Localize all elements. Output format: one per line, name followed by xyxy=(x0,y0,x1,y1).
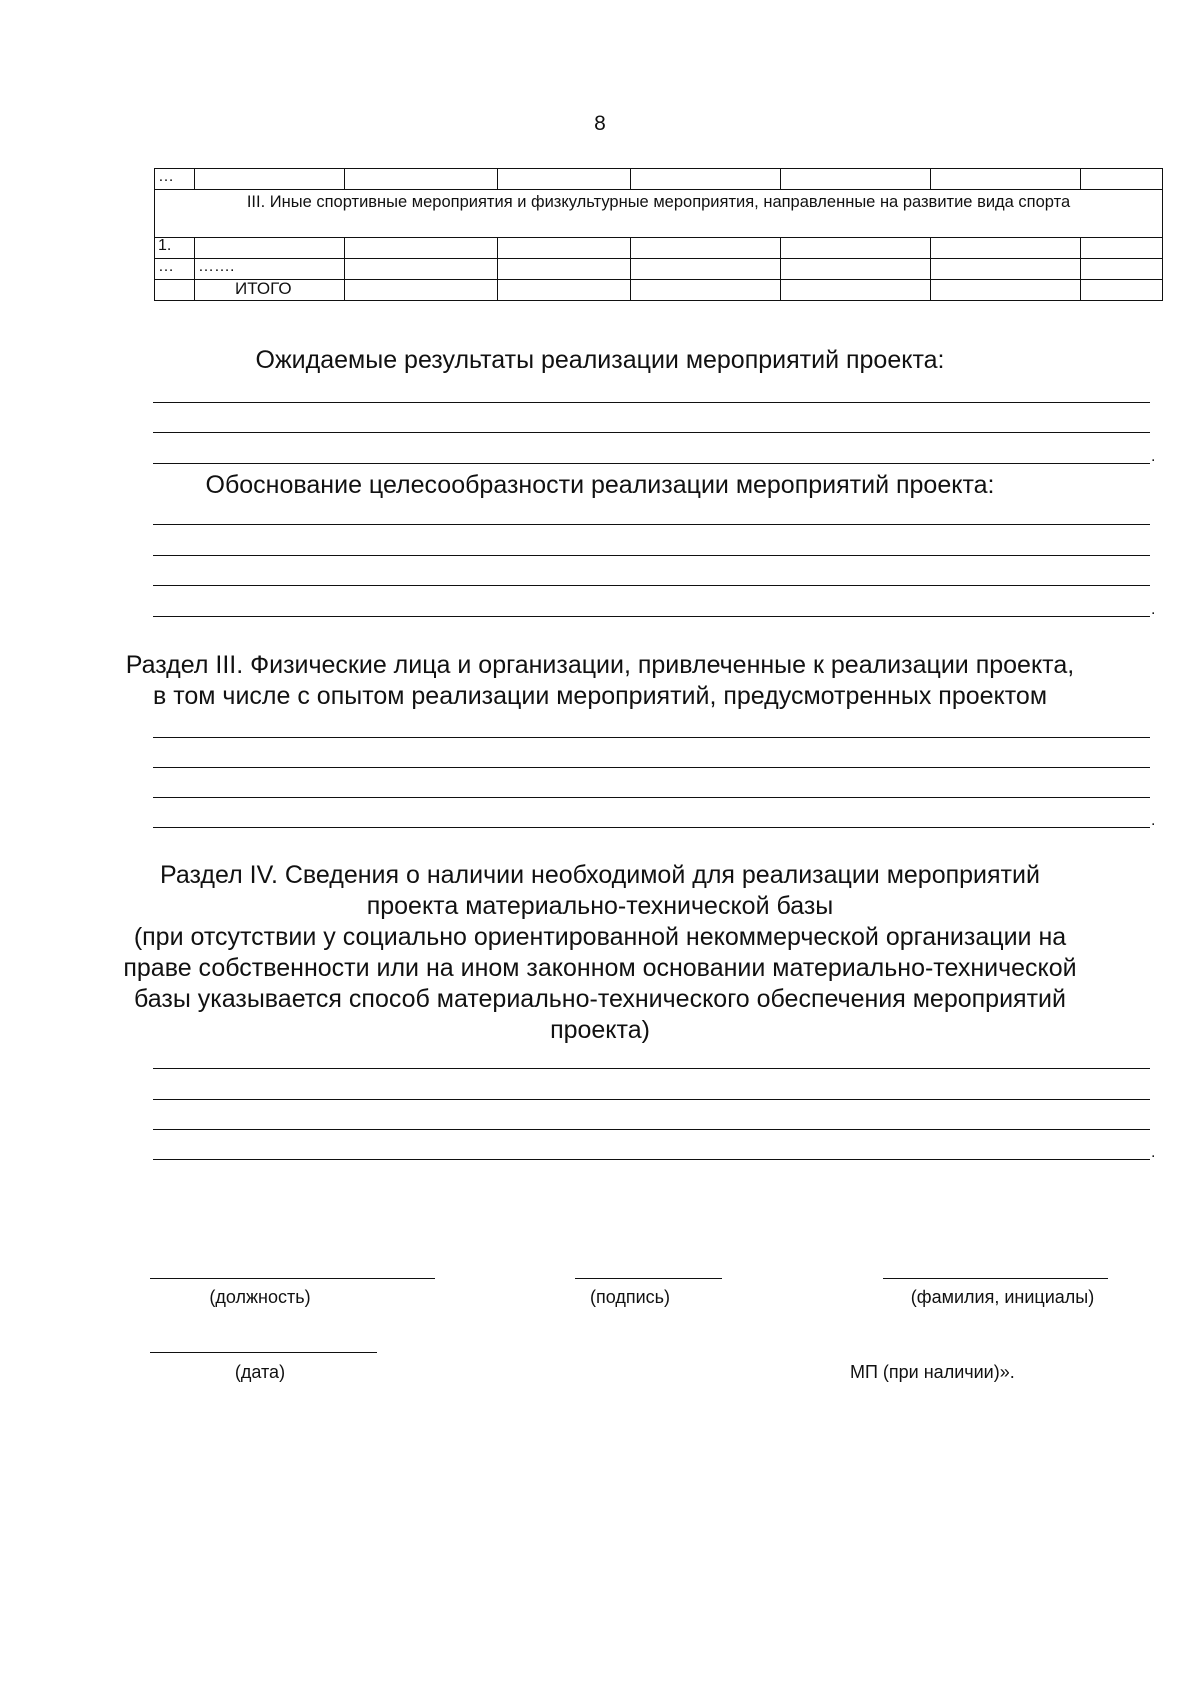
blank-line[interactable] xyxy=(153,555,1150,556)
table-cell xyxy=(631,169,781,190)
section-4-heading-line5: базы указывается способ материально-технического обеспечения мероприятий xyxy=(134,985,1066,1013)
blank-line[interactable] xyxy=(153,402,1150,403)
stamp-caption: МП (при наличии)». xyxy=(850,1362,1015,1382)
position-caption: (должность) xyxy=(209,1287,311,1307)
table-cell xyxy=(498,280,631,301)
blank-line[interactable] xyxy=(153,616,1150,617)
total-label-cell: ИТОГО xyxy=(195,280,345,301)
line-end-period: . xyxy=(1151,812,1156,829)
section-4-heading-line3: (при отсутствии у социально ориентированной некоммерческой организации на xyxy=(133,923,1067,951)
line-end-period: . xyxy=(1151,448,1156,465)
section-4-heading-line2: проекта материально-технической базы xyxy=(366,892,834,920)
page-number: 8 xyxy=(594,112,606,135)
table-cell xyxy=(1081,169,1163,190)
table-cell xyxy=(631,280,781,301)
table-cell xyxy=(931,169,1081,190)
table-cell xyxy=(781,238,931,259)
table-cell xyxy=(631,259,781,280)
blank-line[interactable] xyxy=(153,524,1150,525)
event-name-cell xyxy=(195,238,345,259)
table-cell xyxy=(931,238,1081,259)
section-3-heading-line2: в том числе с опытом реализации мероприятий, предусмотренных проектом xyxy=(152,682,1048,710)
table-cell xyxy=(1081,259,1163,280)
blank-line[interactable] xyxy=(153,767,1150,768)
blank-line[interactable] xyxy=(153,827,1150,828)
date-caption: (дата) xyxy=(234,1362,286,1382)
table-section-row xyxy=(155,190,1163,238)
blank-line[interactable] xyxy=(153,1099,1150,1100)
row-number-cell xyxy=(155,280,195,301)
blank-line[interactable] xyxy=(153,432,1150,433)
blank-line[interactable] xyxy=(153,737,1150,738)
table-row xyxy=(155,238,1163,259)
blank-line[interactable] xyxy=(153,1129,1150,1130)
table-cell xyxy=(781,259,931,280)
table-cell xyxy=(1081,238,1163,259)
position-line[interactable] xyxy=(150,1278,435,1279)
expected-results-heading: Ожидаемые результаты реализации мероприятий проекта: xyxy=(255,346,945,374)
table-cell xyxy=(931,280,1081,301)
table-cell xyxy=(498,259,631,280)
event-name-cell: ……. xyxy=(195,259,345,280)
date-line[interactable] xyxy=(150,1352,377,1353)
table-row xyxy=(155,259,1163,280)
section-4-heading-line6: проекта) xyxy=(550,1016,650,1044)
table-cell xyxy=(498,169,631,190)
justification-heading: Обоснование целесообразности реализации мероприятий проекта: xyxy=(205,471,995,499)
table-cell xyxy=(498,238,631,259)
events-table xyxy=(154,168,1163,301)
table-cell xyxy=(345,169,498,190)
blank-line[interactable] xyxy=(153,463,1150,464)
event-name-cell xyxy=(195,169,345,190)
table-cell xyxy=(781,280,931,301)
blank-line[interactable] xyxy=(153,1159,1150,1160)
table-row xyxy=(155,169,1163,190)
blank-line[interactable] xyxy=(153,797,1150,798)
blank-line[interactable] xyxy=(153,585,1150,586)
signature-caption: (подпись) xyxy=(589,1287,671,1307)
section-3-heading-line1: Раздел III. Физические лица и организации, привлеченные к реализации проекта, xyxy=(125,651,1075,679)
section-4-heading-line4: праве собственности или на ином законном основании материально-технической xyxy=(123,954,1077,982)
signature-line[interactable] xyxy=(575,1278,722,1279)
table-cell xyxy=(1081,280,1163,301)
line-end-period: . xyxy=(1151,1144,1156,1161)
table-cell xyxy=(345,280,498,301)
table-cell xyxy=(781,169,931,190)
section-4-heading-line1: Раздел IV. Сведения о наличии необходимой для реализации мероприятий xyxy=(160,861,1040,889)
row-number-cell: 1. xyxy=(155,238,195,259)
table-cell xyxy=(345,238,498,259)
line-end-period: . xyxy=(1151,601,1156,618)
table-cell xyxy=(931,259,1081,280)
name-line[interactable] xyxy=(883,1278,1108,1279)
row-number-cell: … xyxy=(155,169,195,190)
blank-line[interactable] xyxy=(153,1068,1150,1069)
table-cell xyxy=(345,259,498,280)
section-title-cell: III. Иные спортивные мероприятия и физкультурные мероприятия, направленные на развитие вида спорта xyxy=(155,190,1163,238)
name-caption: (фамилия, инициалы) xyxy=(910,1287,1095,1307)
table-cell xyxy=(631,238,781,259)
row-number-cell: … xyxy=(155,259,195,280)
table-total-row xyxy=(155,280,1163,301)
